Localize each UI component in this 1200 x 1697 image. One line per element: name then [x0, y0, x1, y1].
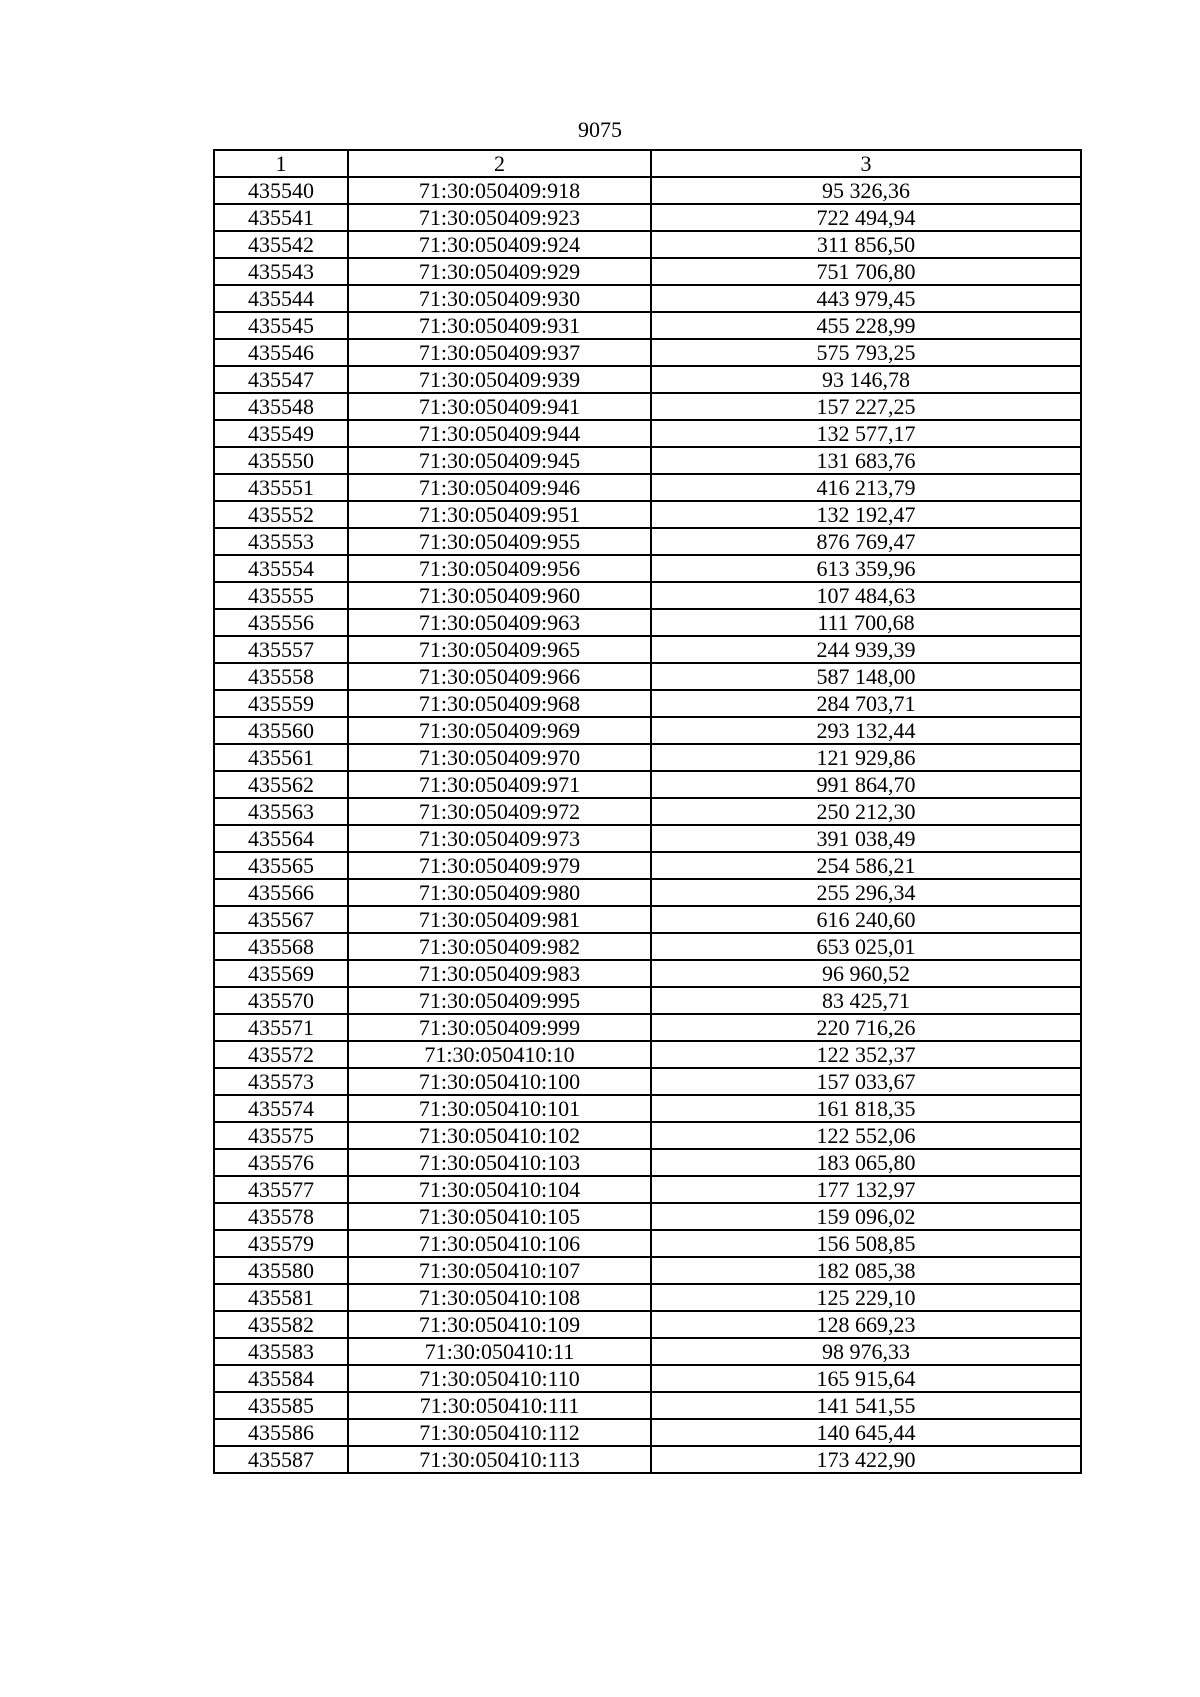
cell-value: 122 552,06 — [651, 1122, 1081, 1149]
cell-number: 435564 — [214, 825, 348, 852]
cell-number: 435573 — [214, 1068, 348, 1095]
cell-value: 83 425,71 — [651, 987, 1081, 1014]
table-row — [214, 1068, 1081, 1095]
cell-cadastral-id: 71:30:050410:111 — [348, 1392, 651, 1419]
cell-number: 435572 — [214, 1041, 348, 1068]
cell-cadastral-id: 71:30:050409:918 — [348, 177, 651, 204]
cell-number: 435565 — [214, 852, 348, 879]
table-row — [214, 339, 1081, 366]
cell-value: 165 915,64 — [651, 1365, 1081, 1392]
cell-cadastral-id: 71:30:050409:930 — [348, 285, 651, 312]
cell-cadastral-id: 71:30:050409:983 — [348, 960, 651, 987]
cell-number: 435576 — [214, 1149, 348, 1176]
cell-number: 435559 — [214, 690, 348, 717]
cell-cadastral-id: 71:30:050409:956 — [348, 555, 651, 582]
cell-number: 435566 — [214, 879, 348, 906]
table-row — [214, 852, 1081, 879]
data-table — [213, 149, 1082, 1474]
cell-number: 435555 — [214, 582, 348, 609]
table-row — [214, 366, 1081, 393]
cell-number: 435550 — [214, 447, 348, 474]
cell-cadastral-id: 71:30:050409:968 — [348, 690, 651, 717]
table-row — [214, 555, 1081, 582]
cell-number: 435584 — [214, 1365, 348, 1392]
cell-value: 121 929,86 — [651, 744, 1081, 771]
cell-cadastral-id: 71:30:050409:955 — [348, 528, 651, 555]
table-row — [214, 1176, 1081, 1203]
cell-value: 140 645,44 — [651, 1419, 1081, 1446]
cell-number: 435561 — [214, 744, 348, 771]
table-row — [214, 258, 1081, 285]
cell-value: 95 326,36 — [651, 177, 1081, 204]
table-row — [214, 1203, 1081, 1230]
table-row — [214, 1041, 1081, 1068]
cell-number: 435562 — [214, 771, 348, 798]
cell-value: 293 132,44 — [651, 717, 1081, 744]
table-row — [214, 1122, 1081, 1149]
column-header-2: 2 — [348, 150, 651, 177]
table-row — [214, 1095, 1081, 1122]
cell-value: 455 228,99 — [651, 312, 1081, 339]
cell-value: 131 683,76 — [651, 447, 1081, 474]
table-row — [214, 636, 1081, 663]
cell-value: 751 706,80 — [651, 258, 1081, 285]
cell-value: 96 960,52 — [651, 960, 1081, 987]
cell-cadastral-id: 71:30:050410:11 — [348, 1338, 651, 1365]
cell-value: 157 033,67 — [651, 1068, 1081, 1095]
cell-number: 435557 — [214, 636, 348, 663]
table-row — [214, 1257, 1081, 1284]
cell-value: 220 716,26 — [651, 1014, 1081, 1041]
cell-value: 182 085,38 — [651, 1257, 1081, 1284]
cell-value: 311 856,50 — [651, 231, 1081, 258]
table-row — [214, 528, 1081, 555]
cell-value: 616 240,60 — [651, 906, 1081, 933]
cell-value: 156 508,85 — [651, 1230, 1081, 1257]
cell-number: 435556 — [214, 609, 348, 636]
cell-cadastral-id: 71:30:050409:969 — [348, 717, 651, 744]
cell-value: 132 192,47 — [651, 501, 1081, 528]
cell-value: 244 939,39 — [651, 636, 1081, 663]
table-row — [214, 609, 1081, 636]
cell-value: 722 494,94 — [651, 204, 1081, 231]
cell-value: 254 586,21 — [651, 852, 1081, 879]
cell-cadastral-id: 71:30:050410:109 — [348, 1311, 651, 1338]
cell-value: 177 132,97 — [651, 1176, 1081, 1203]
table-row — [214, 393, 1081, 420]
cell-cadastral-id: 71:30:050409:951 — [348, 501, 651, 528]
table-row — [214, 1446, 1081, 1473]
cell-cadastral-id: 71:30:050409:960 — [348, 582, 651, 609]
table-row — [214, 663, 1081, 690]
table-row — [214, 420, 1081, 447]
cell-number: 435563 — [214, 798, 348, 825]
table-header-row — [214, 150, 1081, 177]
cell-number: 435551 — [214, 474, 348, 501]
cell-value: 141 541,55 — [651, 1392, 1081, 1419]
cell-number: 435542 — [214, 231, 348, 258]
cell-number: 435544 — [214, 285, 348, 312]
cell-cadastral-id: 71:30:050409:963 — [348, 609, 651, 636]
cell-cadastral-id: 71:30:050409:944 — [348, 420, 651, 447]
cell-number: 435545 — [214, 312, 348, 339]
table-row — [214, 177, 1081, 204]
cell-value: 161 818,35 — [651, 1095, 1081, 1122]
cell-value: 575 793,25 — [651, 339, 1081, 366]
table-row — [214, 1149, 1081, 1176]
cell-value: 159 096,02 — [651, 1203, 1081, 1230]
cell-cadastral-id: 71:30:050409:980 — [348, 879, 651, 906]
cell-number: 435575 — [214, 1122, 348, 1149]
cell-value: 876 769,47 — [651, 528, 1081, 555]
cell-number: 435543 — [214, 258, 348, 285]
page-number: 9075 — [578, 117, 622, 142]
cell-value: 132 577,17 — [651, 420, 1081, 447]
cell-cadastral-id: 71:30:050409:973 — [348, 825, 651, 852]
cell-value: 613 359,96 — [651, 555, 1081, 582]
table-row — [214, 825, 1081, 852]
cell-cadastral-id: 71:30:050409:981 — [348, 906, 651, 933]
cell-value: 157 227,25 — [651, 393, 1081, 420]
cell-value: 391 038,49 — [651, 825, 1081, 852]
table-row — [214, 906, 1081, 933]
cell-cadastral-id: 71:30:050409:966 — [348, 663, 651, 690]
cell-cadastral-id: 71:30:050410:113 — [348, 1446, 651, 1473]
cell-number: 435585 — [214, 1392, 348, 1419]
cell-value: 128 669,23 — [651, 1311, 1081, 1338]
table-row — [214, 1311, 1081, 1338]
table-row — [214, 771, 1081, 798]
cell-number: 435586 — [214, 1419, 348, 1446]
table-row — [214, 501, 1081, 528]
cell-number: 435552 — [214, 501, 348, 528]
cell-number: 435546 — [214, 339, 348, 366]
column-header-1: 1 — [214, 150, 348, 177]
table-row — [214, 312, 1081, 339]
cell-cadastral-id: 71:30:050410:107 — [348, 1257, 651, 1284]
cell-cadastral-id: 71:30:050410:112 — [348, 1419, 651, 1446]
cell-number: 435567 — [214, 906, 348, 933]
cell-cadastral-id: 71:30:050409:937 — [348, 339, 651, 366]
cell-value: 122 352,37 — [651, 1041, 1081, 1068]
table-row — [214, 1230, 1081, 1257]
cell-cadastral-id: 71:30:050410:110 — [348, 1365, 651, 1392]
cell-number: 435568 — [214, 933, 348, 960]
table-row — [214, 1014, 1081, 1041]
cell-cadastral-id: 71:30:050409:965 — [348, 636, 651, 663]
cell-value: 991 864,70 — [651, 771, 1081, 798]
cell-cadastral-id: 71:30:050409:939 — [348, 366, 651, 393]
cell-number: 435574 — [214, 1095, 348, 1122]
cell-cadastral-id: 71:30:050410:105 — [348, 1203, 651, 1230]
cell-number: 435554 — [214, 555, 348, 582]
cell-value: 284 703,71 — [651, 690, 1081, 717]
cell-cadastral-id: 71:30:050409:971 — [348, 771, 651, 798]
table-row — [214, 1338, 1081, 1365]
table-row — [214, 717, 1081, 744]
cell-number: 435547 — [214, 366, 348, 393]
cell-cadastral-id: 71:30:050410:106 — [348, 1230, 651, 1257]
cell-cadastral-id: 71:30:050410:103 — [348, 1149, 651, 1176]
cell-cadastral-id: 71:30:050410:102 — [348, 1122, 651, 1149]
table-row — [214, 798, 1081, 825]
cell-value: 416 213,79 — [651, 474, 1081, 501]
cell-cadastral-id: 71:30:050410:104 — [348, 1176, 651, 1203]
table-row — [214, 879, 1081, 906]
table-row — [214, 231, 1081, 258]
cell-number: 435582 — [214, 1311, 348, 1338]
cell-number: 435580 — [214, 1257, 348, 1284]
cell-number: 435548 — [214, 393, 348, 420]
cell-number: 435577 — [214, 1176, 348, 1203]
table-row — [214, 447, 1081, 474]
table-row — [214, 690, 1081, 717]
cell-value: 125 229,10 — [651, 1284, 1081, 1311]
table-body — [214, 177, 1081, 1473]
cell-cadastral-id: 71:30:050409:982 — [348, 933, 651, 960]
cell-number: 435578 — [214, 1203, 348, 1230]
cell-cadastral-id: 71:30:050409:931 — [348, 312, 651, 339]
cell-cadastral-id: 71:30:050409:946 — [348, 474, 651, 501]
table-row — [214, 1392, 1081, 1419]
table-row — [214, 987, 1081, 1014]
table-row — [214, 744, 1081, 771]
cell-number: 435558 — [214, 663, 348, 690]
cell-cadastral-id: 71:30:050409:923 — [348, 204, 651, 231]
cell-value: 443 979,45 — [651, 285, 1081, 312]
table-row — [214, 960, 1081, 987]
cell-cadastral-id: 71:30:050410:10 — [348, 1041, 651, 1068]
table-row — [214, 933, 1081, 960]
cell-value: 93 146,78 — [651, 366, 1081, 393]
cell-value: 111 700,68 — [651, 609, 1081, 636]
cell-number: 435587 — [214, 1446, 348, 1473]
cell-number: 435579 — [214, 1230, 348, 1257]
cell-cadastral-id: 71:30:050409:999 — [348, 1014, 651, 1041]
table-row — [214, 1284, 1081, 1311]
table-row — [214, 285, 1081, 312]
cell-value: 255 296,34 — [651, 879, 1081, 906]
cell-cadastral-id: 71:30:050409:929 — [348, 258, 651, 285]
cell-cadastral-id: 71:30:050409:972 — [348, 798, 651, 825]
cell-number: 435560 — [214, 717, 348, 744]
cell-cadastral-id: 71:30:050409:924 — [348, 231, 651, 258]
table-row — [214, 1365, 1081, 1392]
cell-number: 435569 — [214, 960, 348, 987]
cell-value: 653 025,01 — [651, 933, 1081, 960]
cell-number: 435570 — [214, 987, 348, 1014]
column-header-3: 3 — [651, 150, 1081, 177]
cell-cadastral-id: 71:30:050410:100 — [348, 1068, 651, 1095]
cell-number: 435540 — [214, 177, 348, 204]
cell-value: 107 484,63 — [651, 582, 1081, 609]
table-row — [214, 1419, 1081, 1446]
cell-number: 435553 — [214, 528, 348, 555]
cell-cadastral-id: 71:30:050409:979 — [348, 852, 651, 879]
cell-cadastral-id: 71:30:050409:941 — [348, 393, 651, 420]
cell-value: 183 065,80 — [651, 1149, 1081, 1176]
cell-number: 435583 — [214, 1338, 348, 1365]
cell-cadastral-id: 71:30:050409:945 — [348, 447, 651, 474]
cell-value: 587 148,00 — [651, 663, 1081, 690]
cell-value: 250 212,30 — [651, 798, 1081, 825]
cell-cadastral-id: 71:30:050409:995 — [348, 987, 651, 1014]
cell-number: 435541 — [214, 204, 348, 231]
cell-number: 435549 — [214, 420, 348, 447]
cell-cadastral-id: 71:30:050410:101 — [348, 1095, 651, 1122]
cell-number: 435571 — [214, 1014, 348, 1041]
table-row — [214, 474, 1081, 501]
cell-value: 173 422,90 — [651, 1446, 1081, 1473]
cell-cadastral-id: 71:30:050409:970 — [348, 744, 651, 771]
table-row — [214, 582, 1081, 609]
cell-number: 435581 — [214, 1284, 348, 1311]
cell-value: 98 976,33 — [651, 1338, 1081, 1365]
table-row — [214, 204, 1081, 231]
cell-cadastral-id: 71:30:050410:108 — [348, 1284, 651, 1311]
